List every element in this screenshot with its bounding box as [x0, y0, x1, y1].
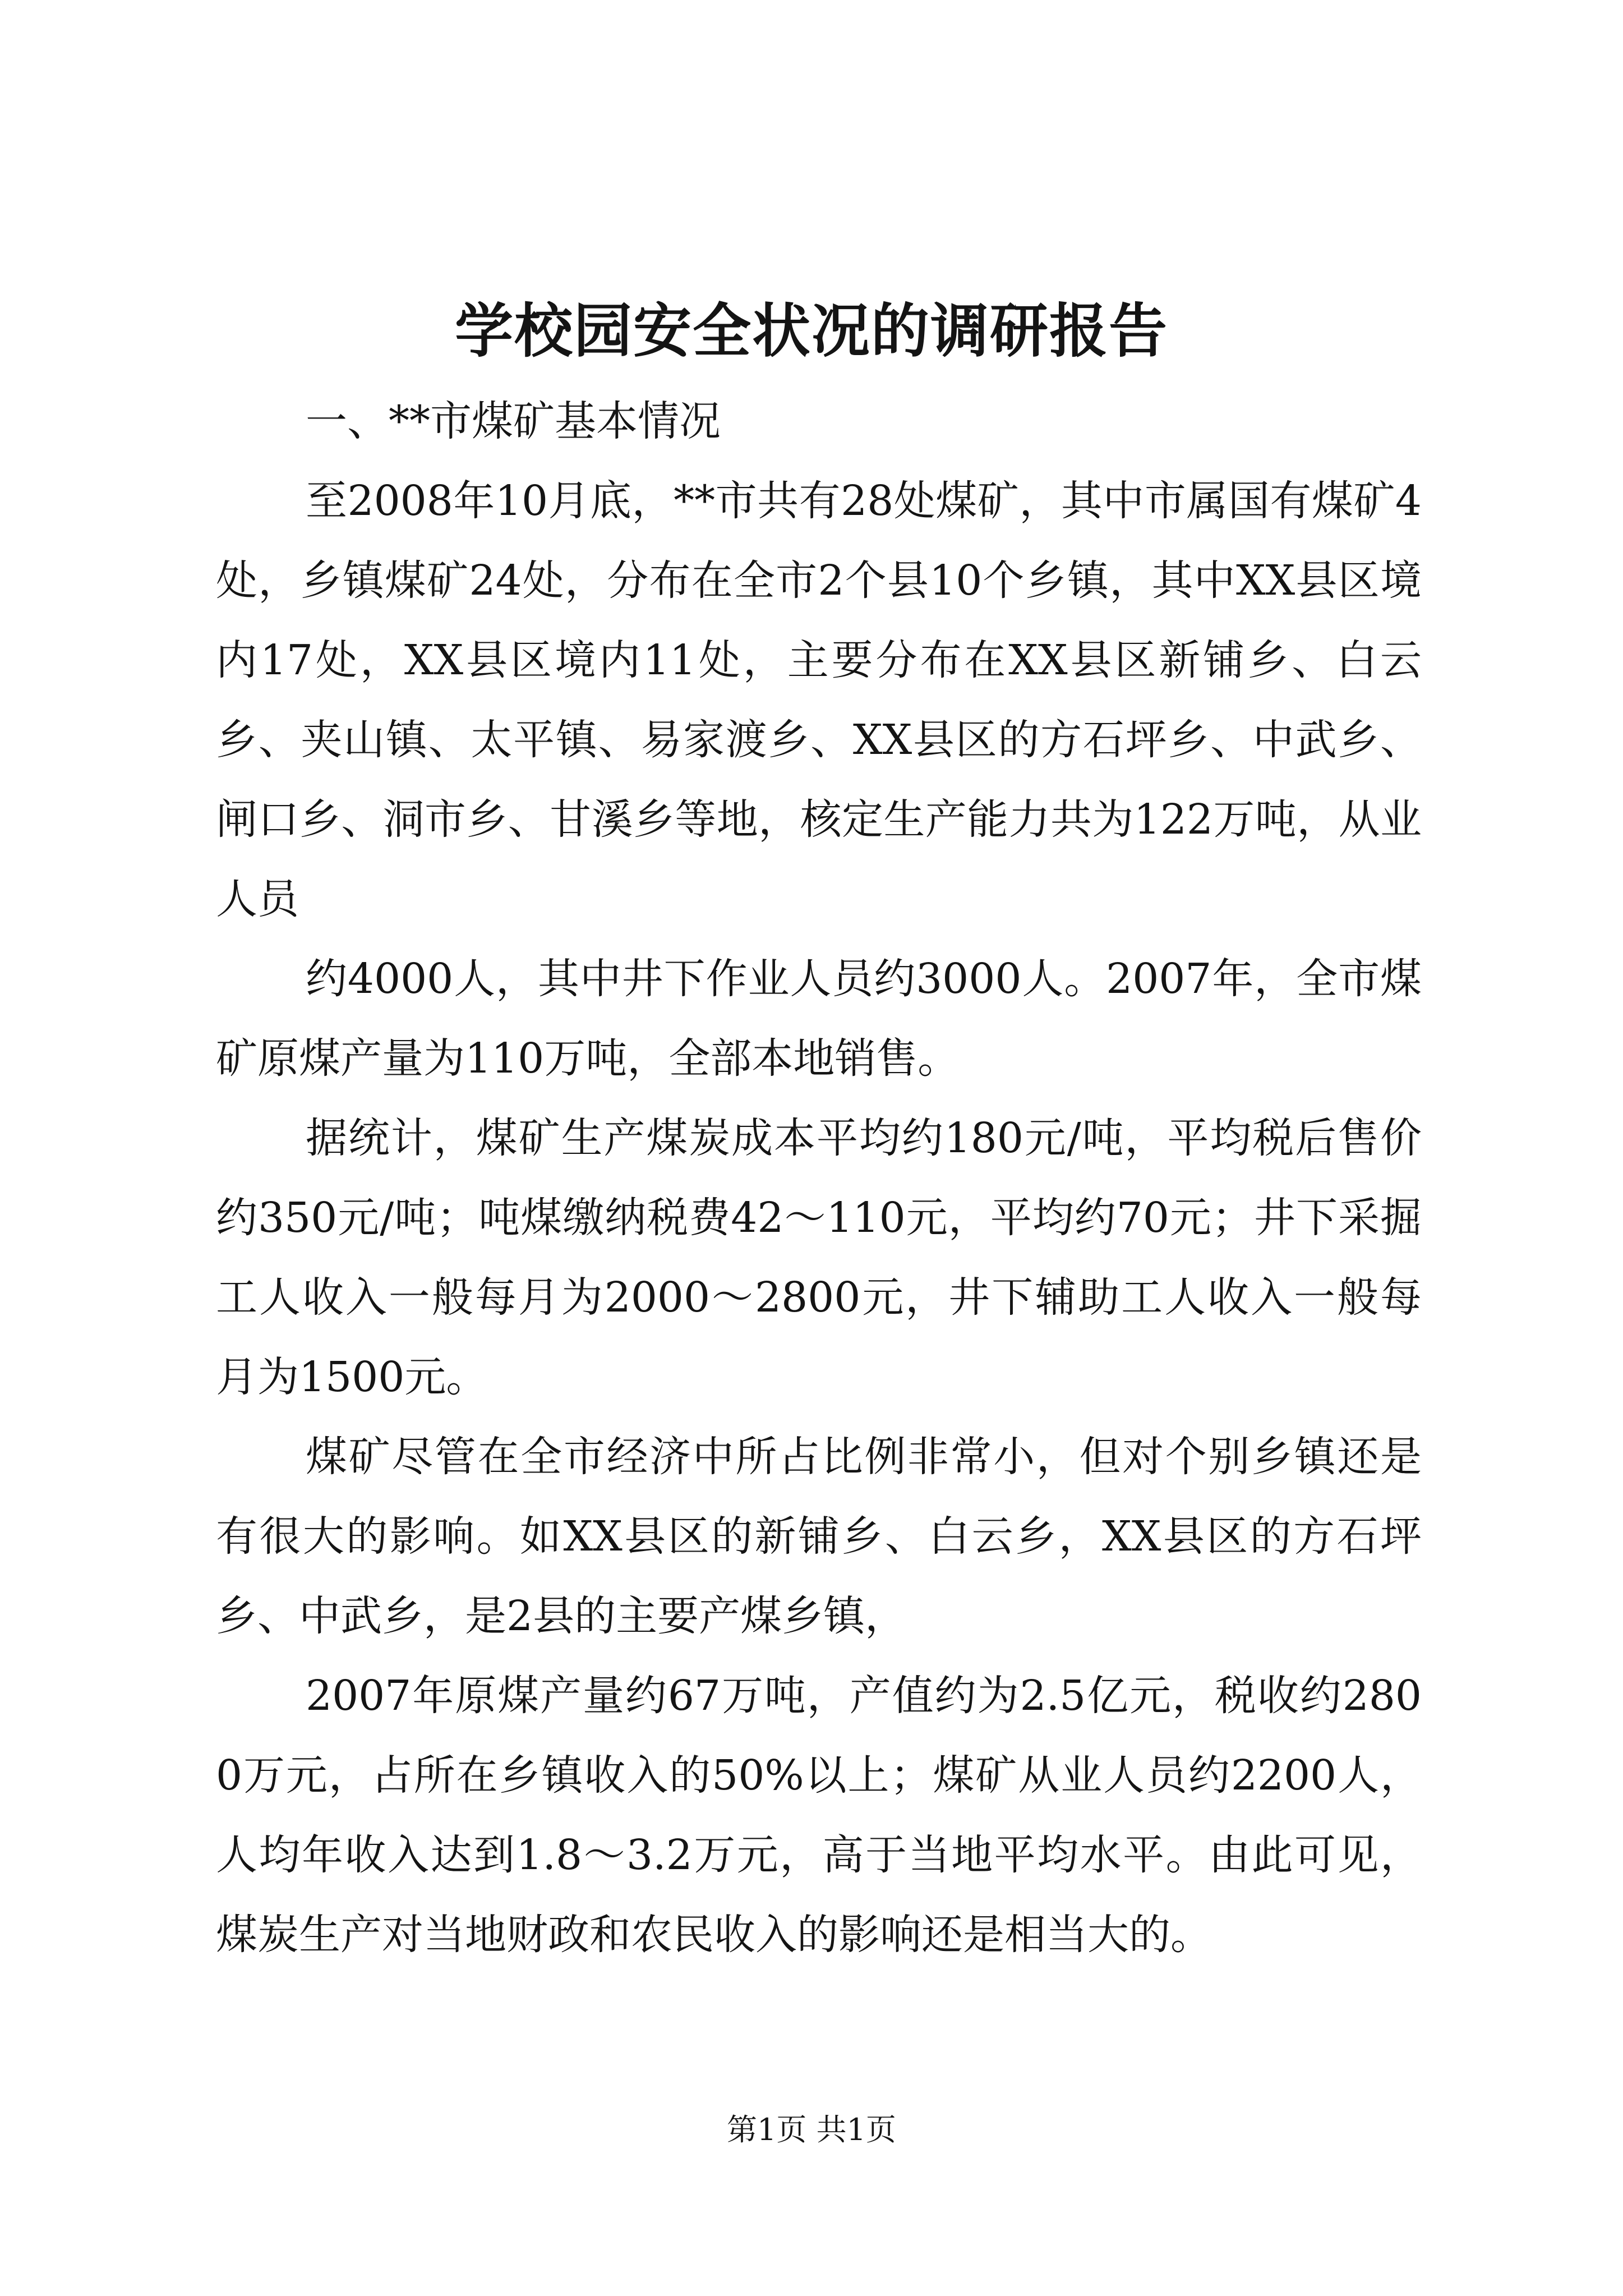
document-body	[216, 381, 1422, 1975]
section-heading: 一、**市煤矿基本情况	[306, 397, 721, 445]
paragraph-cost-statistics: 据统计，煤矿生产煤炭成本平均约180元/吨，平均税后售价约350元/吨；吨煤缴纳税费42～110元，平均约70元；井下采掘工人收入一般每月为2000～2800元，井下辅助工人收入一般每月为1500元。	[216, 1114, 1422, 1401]
paragraph-workers-output: 约4000人，其中井下作业人员约3000人。2007年，全市煤矿原煤产量为110万吨，全部本地销售。	[216, 955, 1422, 1083]
document-title: 学校园安全状况的调研报告	[454, 296, 1168, 365]
page-footer: 第1页 共1页	[727, 2112, 896, 2147]
paragraph-output-revenue: 2007年原煤产量约67万吨，产值约为2.5亿元，税收约2800万元，占所在乡镇收入的50%以上；煤矿从业人员约2200人，人均年收入达到1.8～3.2万元，高于当地平均水平。由此可见，煤炭生产对当地财政和农民收入的影响还是相当大的。	[216, 1672, 1422, 1959]
paragraph-economic-impact: 煤矿尽管在全市经济中所占比例非常小，但对个别乡镇还是有很大的影响。如XX县区的新铺乡、白云乡，XX县区的方石坪乡、中武乡，是2县的主要产煤乡镇，	[216, 1433, 1422, 1640]
paragraph-mine-overview: 至2008年10月底，**市共有28处煤矿，其中市属国有煤矿4处，乡镇煤矿24处，分布在全市2个县10个乡镇，其中XX县区境内17处，XX县区境内11处，主要分布在XX县区新铺乡、白云乡、夹山镇、太平镇、易家渡乡、XX县区的方石坪乡、中武乡、闸口乡、洞市乡、甘溪乡等地，核定生产能力共为122万吨，从业人员	[216, 477, 1422, 923]
